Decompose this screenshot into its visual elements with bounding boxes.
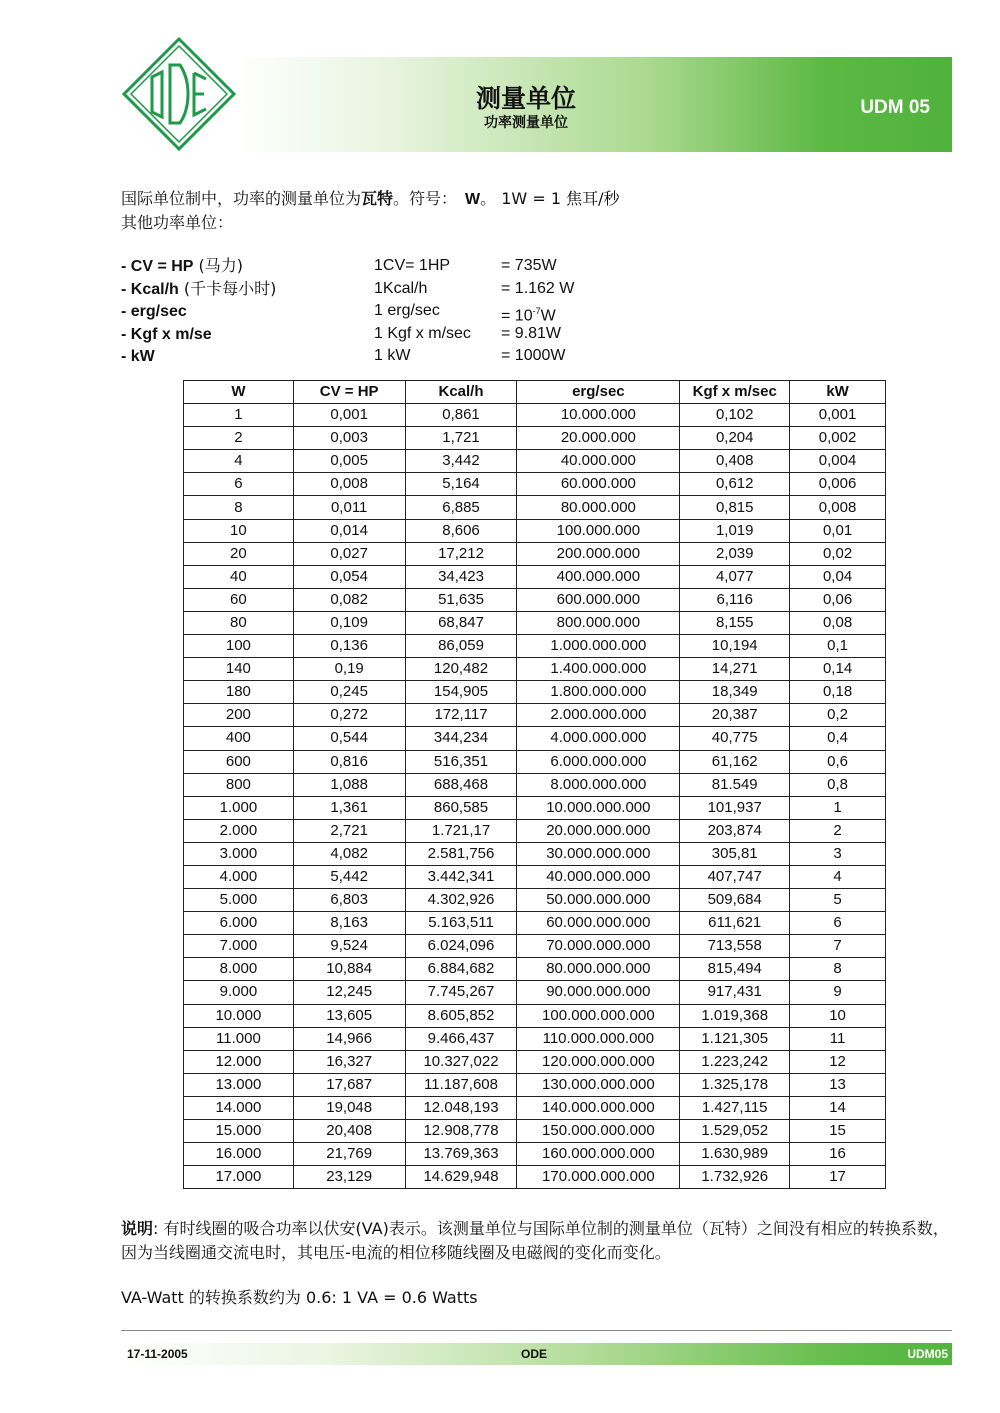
table-cell: 14,966 [293,1027,405,1050]
footer-brand: ODE [521,1347,548,1361]
table-cell: 10.327,022 [405,1050,517,1073]
table-row [184,1143,886,1166]
table-cell: 3.000 [184,842,294,865]
table-cell: 6,885 [405,496,517,519]
table-row [184,588,886,611]
table-cell: 5.000 [184,889,294,912]
table-cell: 10,194 [680,635,790,658]
table-cell: 86,059 [405,635,517,658]
table-cell: 11.000 [184,1027,294,1050]
table-cell: 81.549 [680,773,790,796]
table-cell: 40.000.000.000 [517,865,680,888]
table-cell: 8 [184,496,294,519]
table-cell: 0,861 [405,404,517,427]
column-header: erg/sec [517,381,680,404]
table-row [184,1073,886,1096]
table-cell: 60 [184,588,294,611]
table-cell: 20.000.000 [517,427,680,450]
table-cell: 40,775 [680,727,790,750]
table-cell: 0,102 [680,404,790,427]
table-cell: 140.000.000.000 [517,1096,680,1119]
table-row [184,658,886,681]
table-cell: 1,088 [293,773,405,796]
table-cell: 4.302,926 [405,889,517,912]
table-cell: 0,027 [293,542,405,565]
table-body [184,404,886,1189]
table-row [184,565,886,588]
table-row [184,865,886,888]
table-row [184,404,886,427]
table-cell: 2,039 [680,542,790,565]
table-cell: 1.427,115 [680,1096,790,1119]
note-paragraph: 说明: 有时线圈的吸合功率以伏安(VA)表示。该测量单位与国际单位制的测量单位（瓦特）之间没有相应的转换系数，因为当线圈通交流电时，其电压-电流的相位移随线圈及电磁阀的变化而变化。 [121,1219,949,1262]
table-row [184,1120,886,1143]
table-cell: 1,721 [405,427,517,450]
table-cell: 20.000.000.000 [517,819,680,842]
table-cell: 0,01 [790,519,886,542]
table-row [184,450,886,473]
table-cell: 1 [790,796,886,819]
table-cell: 0,004 [790,450,886,473]
table-cell: 10 [184,519,294,542]
table-cell: 0,544 [293,727,405,750]
table-cell: 154,905 [405,681,517,704]
table-cell: 0,18 [790,681,886,704]
table-cell: 4.000.000.000 [517,727,680,750]
table-cell: 407,747 [680,865,790,888]
table-cell: 8,606 [405,519,517,542]
table-cell: 7.745,267 [405,981,517,1004]
table-cell: 7 [790,935,886,958]
table-cell: 3 [790,842,886,865]
table-cell: 0,003 [293,427,405,450]
table-cell: 80.000.000 [517,496,680,519]
table-cell: 2,721 [293,819,405,842]
column-header: kW [790,381,886,404]
table-cell: 800.000.000 [517,611,680,634]
conversion-table [183,380,886,1189]
table-cell: 9.466,437 [405,1027,517,1050]
table-cell: 50.000.000.000 [517,889,680,912]
table-cell: 170.000.000.000 [517,1166,680,1189]
table-cell: 0,4 [790,727,886,750]
table-cell: 10 [790,1004,886,1027]
table-cell: 5 [790,889,886,912]
table-cell: 1.400.000.000 [517,658,680,681]
table-cell: 0,815 [680,496,790,519]
table-cell: 1.121,305 [680,1027,790,1050]
table-row [184,981,886,1004]
table-cell: 100 [184,635,294,658]
table-cell: 0,006 [790,473,886,496]
table-cell: 15 [790,1120,886,1143]
table-cell: 509,684 [680,889,790,912]
table-cell: 1,019 [680,519,790,542]
table-cell: 400.000.000 [517,565,680,588]
table-cell: 400 [184,727,294,750]
table-cell: 11 [790,1027,886,1050]
table-cell: 19,048 [293,1096,405,1119]
table-cell: 90.000.000.000 [517,981,680,1004]
table-row [184,1027,886,1050]
table-cell: 9 [790,981,886,1004]
table-cell: 0,612 [680,473,790,496]
table-cell: 0,002 [790,427,886,450]
table-cell: 0,816 [293,750,405,773]
table-cell: 60.000.000 [517,473,680,496]
table-cell: 0,011 [293,496,405,519]
table-cell: 17.000 [184,1166,294,1189]
table-cell: 13.769,363 [405,1143,517,1166]
table-cell: 2 [790,819,886,842]
table-cell: 200 [184,704,294,727]
table-cell: 713,558 [680,935,790,958]
table-cell: 0,001 [790,404,886,427]
table-cell: 12.048,193 [405,1096,517,1119]
table-cell: 0,001 [293,404,405,427]
table-cell: 0,6 [790,750,886,773]
table-cell: 11.187,608 [405,1073,517,1096]
footer-code: UDM05 [907,1347,948,1361]
table-cell: 16 [790,1143,886,1166]
table-cell: 0,109 [293,611,405,634]
table-cell: 6.000 [184,912,294,935]
column-header: Kcal/h [405,381,517,404]
table-row [184,635,886,658]
table-cell: 16,327 [293,1050,405,1073]
table-cell: 200.000.000 [517,542,680,565]
table-cell: 18,349 [680,681,790,704]
table-cell: 203,874 [680,819,790,842]
table-cell: 13 [790,1073,886,1096]
table-cell: 0,08 [790,611,886,634]
table-cell: 34,423 [405,565,517,588]
table-cell: 120,482 [405,658,517,681]
table-cell: 4,082 [293,842,405,865]
table-cell: 0,2 [790,704,886,727]
va-conversion-note: VA-Watt 的转换系数约为 0.6: 1 VA = 0.6 Watts [121,1288,478,1307]
table-cell: 0,19 [293,658,405,681]
table-cell: 6.024,096 [405,935,517,958]
table-cell: 1.000.000.000 [517,635,680,658]
table-cell: 10.000.000 [517,404,680,427]
table-row [184,958,886,981]
table-cell: 9.000 [184,981,294,1004]
table-cell: 61,162 [680,750,790,773]
table-row [184,473,886,496]
table-header-row [184,381,886,404]
table-cell: 0,082 [293,588,405,611]
table-cell: 0,204 [680,427,790,450]
table-row [184,796,886,819]
table-cell: 20,387 [680,704,790,727]
table-cell: 12,245 [293,981,405,1004]
table-cell: 80.000.000.000 [517,958,680,981]
table-cell: 101,937 [680,796,790,819]
table-cell: 5.163,511 [405,912,517,935]
table-cell: 1 [184,404,294,427]
table-cell: 140 [184,658,294,681]
table-cell: 0,1 [790,635,886,658]
table-cell: 917,431 [680,981,790,1004]
table-cell: 2.000 [184,819,294,842]
table-cell: 0,014 [293,519,405,542]
table-cell: 120.000.000.000 [517,1050,680,1073]
table-cell: 12 [790,1050,886,1073]
table-cell: 6.884,682 [405,958,517,981]
table-cell: 10.000.000.000 [517,796,680,819]
table-cell: 8 [790,958,886,981]
table-cell: 23,129 [293,1166,405,1189]
table-row [184,1050,886,1073]
table-cell: 0,008 [293,473,405,496]
table-row [184,935,886,958]
page-subtitle: 功率测量单位 [484,115,568,131]
table-cell: 0,14 [790,658,886,681]
table-cell: 5,164 [405,473,517,496]
document-code: UDM 05 [860,97,930,118]
table-cell: 80 [184,611,294,634]
table-cell: 1.223,242 [680,1050,790,1073]
table-cell: 6 [790,912,886,935]
table-row [184,819,886,842]
table-cell: 6.000.000.000 [517,750,680,773]
intro-paragraph: 国际单位制中，功率的测量单位为瓦特。符号： W。 1W = 1 焦耳/秒 其他功率单位： [121,189,620,232]
table-cell: 70.000.000.000 [517,935,680,958]
table-cell: 40 [184,565,294,588]
table-cell: 1.529,052 [680,1120,790,1143]
table-cell: 815,494 [680,958,790,981]
table-row [184,750,886,773]
table-cell: 14 [790,1096,886,1119]
table-row [184,773,886,796]
table-cell: 0,136 [293,635,405,658]
table-cell: 516,351 [405,750,517,773]
table-cell: 1.732,926 [680,1166,790,1189]
table-cell: 110.000.000.000 [517,1027,680,1050]
table-row [184,427,886,450]
table-cell: 860,585 [405,796,517,819]
page-title: 测量单位 [475,84,576,113]
table-cell: 2 [184,427,294,450]
table-cell: 0,272 [293,704,405,727]
table-row [184,611,886,634]
table-row [184,912,886,935]
table-cell: 17,687 [293,1073,405,1096]
table-cell: 172,117 [405,704,517,727]
table-cell: 130.000.000.000 [517,1073,680,1096]
table-cell: 16.000 [184,1143,294,1166]
table-cell: 13,605 [293,1004,405,1027]
table-cell: 8.000.000.000 [517,773,680,796]
table-row [184,1166,886,1189]
table-cell: 1.019,368 [680,1004,790,1027]
footer-date: 17-11-2005 [127,1347,188,1361]
table-cell: 344,234 [405,727,517,750]
table-cell: 68,847 [405,611,517,634]
table-cell: 0,04 [790,565,886,588]
table-cell: 0,054 [293,565,405,588]
table-cell: 1.000 [184,796,294,819]
table-cell: 0,005 [293,450,405,473]
table-row [184,542,886,565]
table-cell: 14.000 [184,1096,294,1119]
table-cell: 21,769 [293,1143,405,1166]
table-row [184,727,886,750]
table-cell: 2.000.000.000 [517,704,680,727]
table-cell: 0,245 [293,681,405,704]
column-header: W [184,381,294,404]
table-row [184,496,886,519]
table-cell: 1.800.000.000 [517,681,680,704]
table-cell: 5,442 [293,865,405,888]
table-cell: 30.000.000.000 [517,842,680,865]
table-cell: 10.000 [184,1004,294,1027]
table-row [184,1004,886,1027]
table-cell: 7.000 [184,935,294,958]
table-cell: 600.000.000 [517,588,680,611]
table-cell: 0,8 [790,773,886,796]
table-cell: 100.000.000.000 [517,1004,680,1027]
table-cell: 1.721,17 [405,819,517,842]
table-cell: 20,408 [293,1120,405,1143]
table-row [184,889,886,912]
table-cell: 14.629,948 [405,1166,517,1189]
table-cell: 611,621 [680,912,790,935]
column-header: Kgf x m/sec [680,381,790,404]
table-cell: 180 [184,681,294,704]
table-cell: 1.630,989 [680,1143,790,1166]
table-cell: 4,077 [680,565,790,588]
table-row [184,842,886,865]
table-cell: 8.605,852 [405,1004,517,1027]
table-cell: 600 [184,750,294,773]
table-cell: 20 [184,542,294,565]
table-cell: 10,884 [293,958,405,981]
table-cell: 14,271 [680,658,790,681]
table-cell: 2.581,756 [405,842,517,865]
table-cell: 15.000 [184,1120,294,1143]
table-cell: 8.000 [184,958,294,981]
table-cell: 0,008 [790,496,886,519]
table-cell: 0,02 [790,542,886,565]
table-cell: 3,442 [405,450,517,473]
table-cell: 13.000 [184,1073,294,1096]
table-row [184,519,886,542]
table-cell: 17,212 [405,542,517,565]
table-cell: 160.000.000.000 [517,1143,680,1166]
ode-logo [122,37,236,151]
table-cell: 688,468 [405,773,517,796]
table-cell: 0,408 [680,450,790,473]
table-row [184,681,886,704]
table-cell: 51,635 [405,588,517,611]
table-cell: 4 [184,450,294,473]
table-cell: 4.000 [184,865,294,888]
table-cell: 40.000.000 [517,450,680,473]
footer-divider [121,1330,952,1331]
table-cell: 8,155 [680,611,790,634]
table-cell: 8,163 [293,912,405,935]
table-cell: 12.908,778 [405,1120,517,1143]
table-cell: 17 [790,1166,886,1189]
table-cell: 12.000 [184,1050,294,1073]
table-cell: 1.325,178 [680,1073,790,1096]
table-cell: 60.000.000.000 [517,912,680,935]
table-cell: 9,524 [293,935,405,958]
table-cell: 6 [184,473,294,496]
table-cell: 1,361 [293,796,405,819]
table-cell: 100.000.000 [517,519,680,542]
table-cell: 3.442,341 [405,865,517,888]
table-cell: 4 [790,865,886,888]
table-cell: 6,803 [293,889,405,912]
table-row [184,704,886,727]
table-cell: 6,116 [680,588,790,611]
table-cell: 800 [184,773,294,796]
table-row [184,1096,886,1119]
table-cell: 150.000.000.000 [517,1120,680,1143]
table-cell: 305,81 [680,842,790,865]
table-cell: 0,06 [790,588,886,611]
column-header: CV = HP [293,381,405,404]
